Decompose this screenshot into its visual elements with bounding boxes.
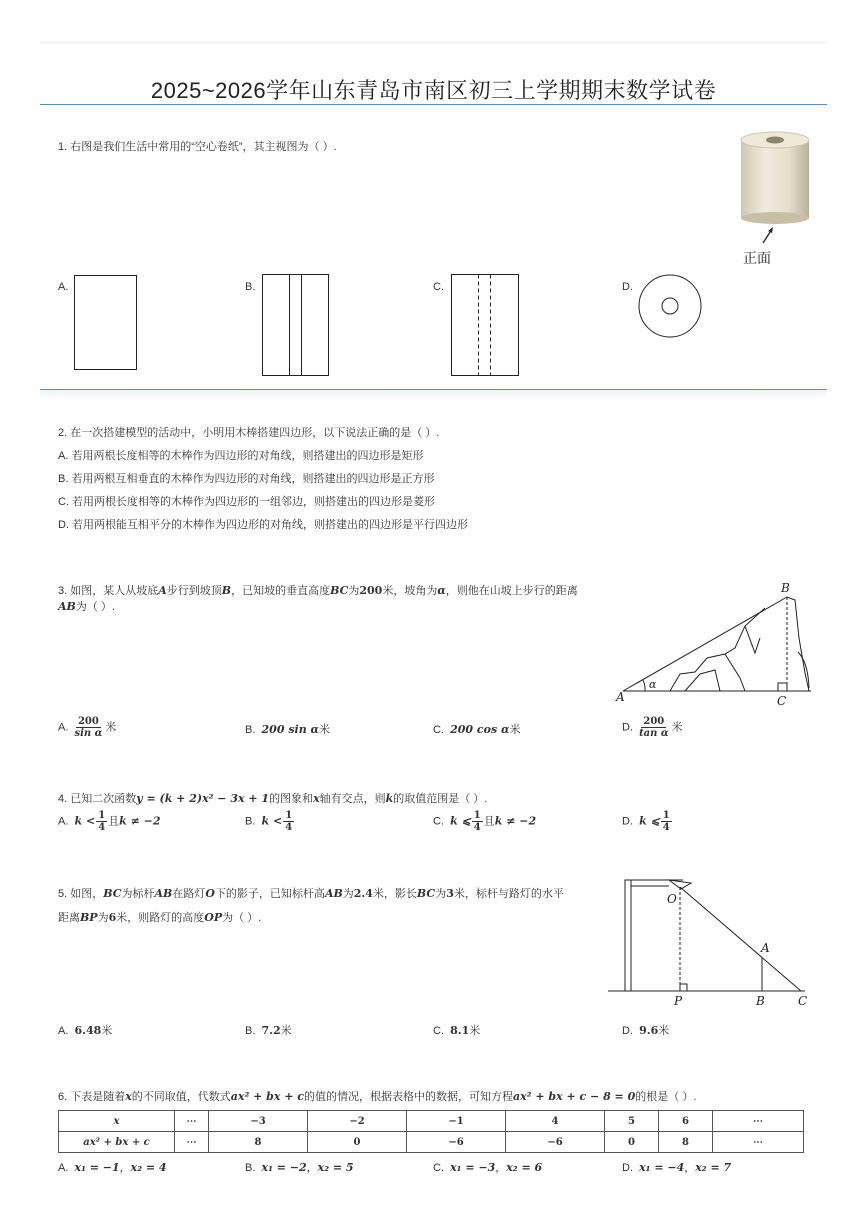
q6-option-b[interactable] (245, 1160, 354, 1176)
q5-option-a[interactable] (58, 1023, 112, 1039)
root-x2: x₂ = 6 (506, 1161, 543, 1174)
table-cell: −3 (209, 1111, 308, 1132)
q3-text: ，则他在山坡上步行的距离 (445, 585, 578, 597)
q3-height-value: 200 (359, 584, 383, 597)
option-label: C. (433, 1025, 444, 1037)
q5-var-op: OP (204, 911, 223, 924)
q1-option-d-figure[interactable] (634, 270, 706, 342)
root-x1: x₁ = −2 (261, 1161, 307, 1174)
root-x2: x₂ = 7 (695, 1161, 732, 1174)
q3-option-d[interactable] (622, 716, 683, 739)
label-b: B (781, 581, 790, 595)
table-row (59, 1132, 804, 1153)
q4-option-b[interactable] (245, 810, 295, 833)
option-expr: 200 sin α (261, 723, 319, 736)
rect-outline (263, 275, 329, 376)
q5-text: 5. 如图， (58, 888, 104, 900)
denominator: 4 (98, 822, 106, 833)
q2-option-d[interactable]: D. 若用两根能互相平分的木棒作为四边形的对角线，则搭建出的四边形是平行四边形 (58, 519, 469, 531)
q4-text: 的取值范围是（ ）. (393, 793, 488, 805)
q5-text: 为 (435, 888, 447, 900)
q4-option-d[interactable] (622, 810, 673, 833)
inner-circle (662, 298, 678, 314)
option-expr: k ≠ −2 (494, 814, 537, 828)
roll-body (741, 140, 809, 218)
separator: ， (495, 1162, 507, 1174)
option-label: B. (245, 724, 256, 736)
roll-hole (766, 137, 784, 144)
denominator: tan α (639, 728, 669, 739)
root-x1: x₁ = −1 (74, 1161, 120, 1174)
mountain-right-edge (787, 597, 809, 691)
front-label: 正面 (743, 251, 771, 267)
table-cell: ⋯ (175, 1111, 209, 1132)
label-c: C (798, 994, 808, 1008)
q5-text: 为标杆 (121, 888, 155, 900)
label-o: O (667, 892, 677, 906)
unit: 米 (319, 724, 330, 736)
q3-slope-figure (615, 578, 815, 710)
fraction (472, 810, 483, 833)
rect-outline (452, 275, 519, 376)
unit: 米 (671, 721, 683, 734)
q5-text: 距离 (58, 912, 80, 924)
option-value: 7.2 (261, 1024, 281, 1037)
label-p: P (674, 994, 683, 1008)
q6-equation: ax² + bx + c − 8 = 0 (513, 1090, 636, 1103)
option-text: 且 (108, 815, 120, 828)
q3-text: ，已知坡的垂直高度 (231, 585, 331, 597)
q5-text: 米，则路灯的高度 (116, 912, 205, 924)
q2-option-a[interactable]: A. 若用两根长度相等的木棒作为四边形的对角线，则搭建出的四边形是矩形 (58, 450, 424, 462)
unit: 米 (101, 1025, 113, 1037)
q5-var-bp: BP (80, 911, 98, 924)
root-x2: x₂ = 4 (130, 1161, 167, 1174)
numerator: 1 (473, 810, 481, 821)
label-c: C (777, 694, 787, 708)
q4-text: 轴有交点，则 (319, 793, 386, 805)
q2-option-b[interactable]: B. 若用两根互相垂直的木棒作为四边形的对角线，则搭建出的四边形是正方形 (58, 473, 435, 485)
option-label: D. (622, 1162, 633, 1174)
q6-text: 6. 下表是随着 (58, 1091, 126, 1103)
option-label: D. (622, 1025, 633, 1037)
option-label: D. (622, 721, 633, 734)
q6-option-d[interactable] (622, 1160, 731, 1176)
q1-option-a-figure[interactable] (70, 270, 142, 375)
table-cell: 8 (209, 1132, 308, 1153)
option-value: 9.6 (639, 1024, 659, 1037)
label-a: A (761, 941, 770, 955)
page-title: 2025~2026学年山东青岛市南区初三上学期期末数学试卷 (150, 78, 717, 103)
right-angle-mark (680, 984, 687, 991)
denominator: 4 (285, 822, 293, 833)
q5-value: 2.4 (353, 887, 373, 900)
light-ray (680, 887, 801, 991)
q6-text: 的值的情况，根据表格中的数据，可知方程 (304, 1091, 513, 1103)
option-label: B. (245, 1162, 256, 1174)
table-row (59, 1111, 804, 1132)
q5-text: 米，影长 (372, 888, 417, 900)
unit: 米 (105, 721, 117, 734)
option-label: A. (58, 1162, 69, 1174)
q4-text: 4. 已知二次函数 (58, 793, 137, 805)
q5-var-bc: BC (416, 887, 436, 900)
roll-bottom (741, 212, 809, 224)
table-cell: 8 (659, 1132, 713, 1153)
label-alpha: α (649, 678, 657, 691)
option-expr: 200 cos α (450, 723, 510, 736)
q3-option-c[interactable] (433, 722, 520, 738)
q5-text: 为 (342, 888, 354, 900)
q3-text: 为（ ）. (75, 601, 115, 613)
q3-stem (58, 583, 610, 615)
q5-var-ab: AB (324, 887, 343, 900)
numerator: 1 (285, 810, 293, 821)
q4-text: 的图象和 (269, 793, 314, 805)
table-cell: ⋯ (713, 1111, 804, 1132)
q4-stem (58, 791, 487, 807)
fraction (72, 716, 104, 739)
q5-value: 6 (108, 911, 117, 924)
q3-text: 步行到坡顶 (166, 585, 222, 597)
q1-option-b-label[interactable]: B. (245, 281, 256, 293)
q1-rule-shadow (40, 390, 827, 400)
table-cell: x (59, 1111, 175, 1132)
q3-var-bc: BC (330, 584, 349, 597)
q6-expr: ax² + bx + c (230, 1090, 304, 1103)
q5-value: 3 (446, 887, 454, 900)
outer-circle (639, 275, 701, 337)
q6-value-table (58, 1110, 804, 1153)
q1-option-c-label[interactable]: C. (433, 281, 444, 293)
q6-var-x: x (125, 1090, 132, 1103)
option-expr: k < (74, 814, 96, 828)
q4-var-k: k (385, 792, 394, 805)
table-cell: ⋯ (175, 1132, 209, 1153)
q6-option-a[interactable] (58, 1160, 167, 1176)
table-cell: −2 (308, 1111, 407, 1132)
option-value: 6.48 (74, 1024, 102, 1037)
q4-var-x: x (313, 792, 320, 805)
title-rule (40, 104, 827, 105)
table-cell: 5 (605, 1111, 659, 1132)
mountain-detail (685, 670, 720, 691)
numerator: 1 (662, 810, 670, 821)
unit: 米 (280, 1025, 292, 1037)
q6-option-c[interactable] (433, 1160, 542, 1176)
q5-option-c[interactable] (433, 1023, 480, 1039)
fraction (661, 810, 672, 833)
root-x1: x₁ = −3 (450, 1161, 496, 1174)
q5-option-d[interactable] (622, 1023, 669, 1039)
numerator: 1 (98, 810, 106, 821)
q3-var-a: A (158, 584, 167, 597)
q1-option-a-label[interactable]: A. (58, 281, 69, 293)
rect-outline (75, 276, 137, 370)
fraction (283, 810, 294, 833)
q1-option-c-figure[interactable] (446, 270, 524, 380)
option-expr: k < (261, 814, 283, 828)
denominator: sin α (74, 728, 103, 739)
fraction (96, 810, 107, 833)
label-b: B (756, 994, 765, 1008)
option-label: C. (433, 724, 444, 736)
separator: ， (119, 1162, 131, 1174)
table-cell: −1 (407, 1111, 506, 1132)
unit: 米 (509, 724, 521, 736)
option-label: C. (433, 1162, 444, 1174)
lamp-post (625, 880, 631, 991)
option-label: B. (245, 1025, 256, 1037)
q3-option-a[interactable] (58, 716, 116, 739)
table-cell: 0 (605, 1132, 659, 1153)
option-text: 且 (483, 815, 495, 828)
option-label: D. (622, 815, 633, 828)
q1-stem: 1. 右图是我们生活中常用的“空心卷纸”，其主视图为（ ）. (58, 141, 337, 153)
q4-option-c[interactable] (433, 810, 536, 833)
q5-text: 为（ ）. (222, 912, 262, 924)
table-cell: 0 (308, 1132, 407, 1153)
q5-var-o: O (205, 887, 215, 900)
q3-text: 米，坡角为 (382, 585, 438, 597)
arrow-head-icon (768, 227, 773, 233)
paper-roll-image (735, 130, 815, 270)
q5-text: 下的影子，已知标杆高 (214, 888, 325, 900)
q3-var-ab: AB (58, 600, 76, 613)
numerator: 200 (643, 716, 665, 727)
option-expr: k ⩽ (639, 814, 660, 828)
mountain-detail (725, 654, 745, 691)
q3-var-b: B (221, 584, 232, 597)
q5-var-bc: BC (103, 887, 122, 900)
root-x1: x₁ = −4 (639, 1161, 685, 1174)
separator: ， (306, 1162, 318, 1174)
q3-option-b[interactable] (245, 722, 330, 738)
q6-text: 的不同取值，代数式 (131, 1091, 231, 1103)
q2-stem: 2. 在一次搭建模型的活动中，小明用木棒搭建四边形，以下说法正确的是（ ）. (58, 427, 440, 439)
table-cell: 6 (659, 1111, 713, 1132)
q1-option-d-label[interactable]: D. (622, 281, 633, 293)
q6-text: 的根是（ ）. (635, 1091, 697, 1103)
option-expr: k ⩽ (450, 814, 471, 828)
q4-option-a[interactable] (58, 810, 161, 833)
option-label: A. (58, 815, 69, 828)
q5-option-b[interactable] (245, 1023, 292, 1039)
q4-function: y = (k + 2)x² − 3x + 1 (136, 792, 270, 805)
root-x2: x₂ = 5 (317, 1161, 354, 1174)
q5-streetlight-figure (605, 874, 815, 1009)
option-label: A. (58, 1025, 69, 1037)
q5-stem (58, 882, 598, 930)
label-a: A (616, 690, 625, 704)
table-cell: ⋯ (713, 1132, 804, 1153)
slope-line-ab (623, 597, 787, 691)
table-cell: −6 (407, 1132, 506, 1153)
mountain-detail (745, 626, 760, 653)
option-label: C. (433, 815, 444, 828)
q5-var-ab: AB (154, 887, 173, 900)
table-cell: ax² + bx + c (59, 1132, 175, 1153)
denominator: 4 (662, 822, 670, 833)
q2-option-c[interactable]: C. 若用两根长度相等的木棒作为四边形的一组邻边，则搭建出的四边形是菱形 (58, 496, 436, 508)
q1-option-b-figure[interactable] (258, 270, 334, 380)
angle-arc (643, 680, 645, 691)
q5-text: 米，标杆与路灯的水平 (453, 888, 564, 900)
top-divider (40, 42, 827, 43)
numerator: 200 (77, 716, 99, 727)
q3-var-alpha: α (437, 584, 446, 597)
separator: ， (684, 1162, 696, 1174)
unit: 米 (658, 1025, 670, 1037)
unit: 米 (469, 1025, 481, 1037)
q6-stem (58, 1089, 696, 1105)
table-cell: −6 (506, 1132, 605, 1153)
q5-text: 在路灯 (172, 888, 206, 900)
q5-text: 为 (97, 912, 109, 924)
fraction (637, 716, 671, 739)
option-label: B. (245, 815, 256, 828)
q3-text: 3. 如图，某人从坡底 (58, 585, 159, 597)
q3-text: 为 (348, 585, 360, 597)
option-value: 8.1 (450, 1024, 470, 1037)
option-label: A. (58, 721, 69, 734)
table-cell: 4 (506, 1111, 605, 1132)
denominator: 4 (473, 822, 481, 833)
option-expr: k ≠ −2 (119, 814, 161, 828)
right-angle-mark (778, 683, 787, 691)
